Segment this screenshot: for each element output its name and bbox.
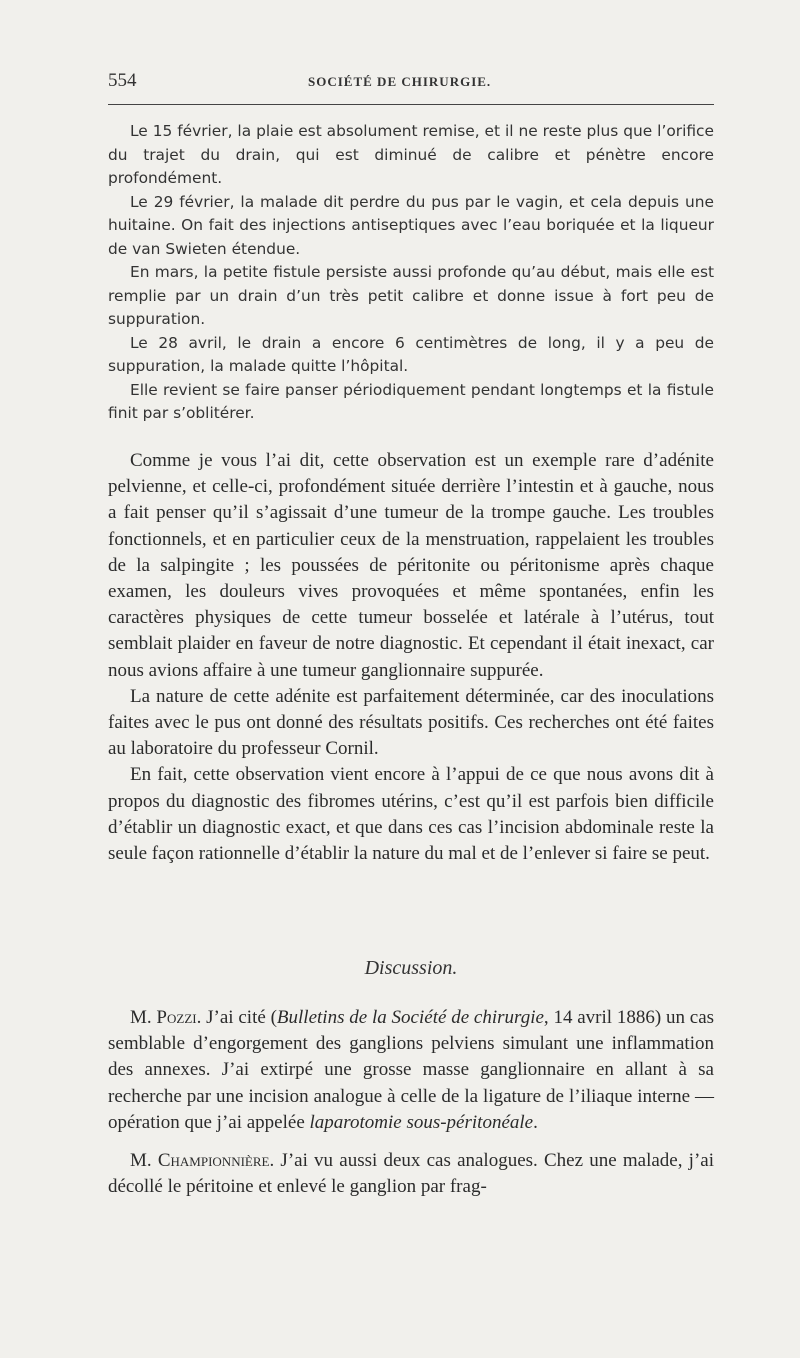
observation-paragraph: Le 29 février, la malade dit perdre du pus par le vagin, et cela depuis une huitaine. On fait des injections antiseptiques avec l’eau boriquée et la liqueur de van Swieten étendue. [108,192,714,258]
discussion-paragraph-pozzi [108,1005,714,1136]
header-rule [108,104,714,105]
page-header [108,70,714,100]
observation-paragraph: En mars, la petite fistule persiste aussi profonde qu’au début, mais elle est remplie par un drain d’un très petit calibre et donne issue à fort peu de suppuration. [108,263,714,328]
running-title: SOCIÉTÉ DE CHIRURGIE. [308,74,492,89]
discussion-text: , 14 avril 1886) un cas semblable d’engorgement des ganglions pelviens simulant une inflammation des annexes. J’ai extirpé une grosse masse ganglionnaire en allant à sa recherche par une incision analogue à celle de la ligature de l’iliaque interne — opération que j’ai appelée [108,1007,715,1133]
commentary-paragraph: La nature de cette adénite est parfaitement déterminée, car des inoculations faites avec le pus ont donné des résultats positifs. Ces recherches ont été faites au laboratoire du professeur Cornil. [108,685,714,760]
observation-paragraph: Le 15 février, la plaie est absolument remise, et il ne reste plus que l’orifice du trajet du drain, qui est diminué de calibre et pénètre encore profondément. [108,122,714,187]
discussion-text: J’ai cité ( [201,1007,277,1028]
observation-block [108,120,714,426]
observation-paragraph: Elle revient se faire panser périodiquement pendant longtemps et la fistule finit par s’oblitérer. [108,380,714,422]
commentary-block [108,448,714,867]
discussion-paragraph-championniere [108,1148,714,1200]
page-number: 554 [108,70,137,91]
speaker-name: M. Championnière. [130,1150,275,1172]
commentary-paragraph: En fait, cette observation vient encore à l’appui de ce que nous avons dit à propos du diagnostic des fibromes utérins, c’est qu’il est parfois bien difficile d’établir un diagnostic exact, et que dans ces cas l’incision abdominale reste la seule façon rationnelle d’établir la nature du mal et de l’enlever si faire se peut. [108,764,714,865]
discussion-text: . [533,1111,538,1133]
discussion-block [108,1005,714,1200]
observation-paragraph: Le 28 avril, le drain a encore 6 centimètres de long, il y a peu de suppuration, la malade quitte l’hôpital. [108,333,714,375]
commentary-paragraph: Comme je vous l’ai dit, cette observation est un exemple rare d’adénite pelvienne, et celle-ci, profondément située derrière l’intestin et à gauche, nous a fait penser qu’il s’agissait d’une tumeur de la trompe gauche. Les troubles fonctionnels, et en particulier ceux de la menstruation, rappelaient les troubles de la salpingite ; les poussées de péritonite ou péritonisme après chaque examen, les douleurs vives provoquées et même spontanées, enfin les caractères physiques de cette tumeur bosselée et latérale à l’utérus, tout semblait plaider en faveur de notre diagnostic. Et cependant il était inexact, car nous avions affaire à une tumeur ganglionnaire suppurée. [108,450,714,681]
operation-term: laparotomie sous-péritonéale [309,1111,534,1133]
discussion-text: J’ai vu aussi deux cas analogues. Chez une malade, j’ai décollé le péritoine et enlevé le ganglion par frag- [108,1150,714,1198]
discussion-heading: Discussion. [364,957,458,979]
speaker-name: M. Pozzi. [130,1007,202,1028]
journal-title: Bulletins de la Société de chirurgie [276,1007,544,1028]
